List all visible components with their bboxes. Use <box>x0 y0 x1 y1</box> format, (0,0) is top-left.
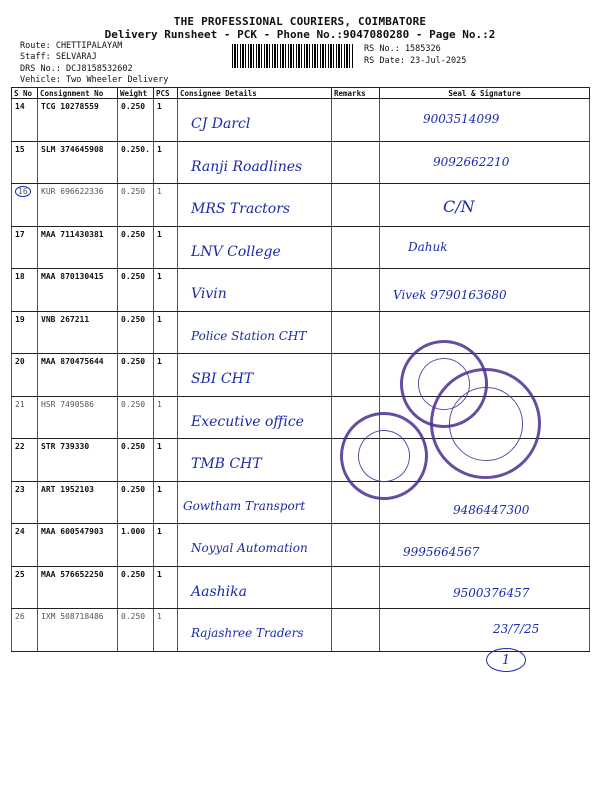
remarks-cell <box>332 184 380 227</box>
weight: 0.250 <box>118 609 154 652</box>
column-header: Seal & Signature <box>380 88 590 99</box>
signature: Dahuk <box>408 239 448 254</box>
consignee-name: MRS Tractors <box>191 201 291 217</box>
serial-number: 18 <box>12 269 38 312</box>
vehicle-label: Vehicle: Two Wheeler Delivery <box>20 75 169 85</box>
weight: 0.250 <box>118 396 154 439</box>
pieces: 1 <box>154 311 178 354</box>
barcode <box>232 44 354 68</box>
consignee-name: Vivin <box>191 286 227 302</box>
serial-number: 14 <box>12 99 38 142</box>
pieces: 1 <box>154 524 178 567</box>
table-row <box>12 524 590 567</box>
remarks-cell <box>332 99 380 142</box>
table-row <box>12 311 590 354</box>
consignee-name: Executive office <box>191 413 304 430</box>
consignment-number: SLM 374645908 <box>38 141 118 184</box>
consignee-name: Ranji Roadlines <box>191 158 303 175</box>
consignee-name: Police Station CHT <box>191 328 307 343</box>
remarks-cell <box>332 311 380 354</box>
signature: 9500376457 <box>453 585 530 600</box>
column-header: Weight <box>118 88 154 99</box>
panchayat-stamp <box>430 368 541 479</box>
pieces: 1 <box>154 439 178 482</box>
serial-number: 20 <box>12 354 38 397</box>
weight: 0.250 <box>118 269 154 312</box>
consignee-name: LNV College <box>191 243 281 260</box>
consignment-number: TCG 10278559 <box>38 99 118 142</box>
table-row <box>12 481 590 524</box>
signature: 9486447300 <box>453 502 530 517</box>
weight: 0.250 <box>118 566 154 609</box>
weight: 0.250 <box>118 311 154 354</box>
weight: 0.250 <box>118 481 154 524</box>
runsheet-table <box>11 87 590 652</box>
pieces: 1 <box>154 184 178 227</box>
column-header: S No <box>12 88 38 99</box>
pieces: 1 <box>154 99 178 142</box>
weight: 0.250 <box>118 354 154 397</box>
consignee-name: TMB CHT <box>191 456 262 472</box>
company-title: THE PROFESSIONAL COURIERS, COIMBATORE <box>173 15 427 28</box>
weight: 1.000 <box>118 524 154 567</box>
consignment-number: HSR 7490586 <box>38 396 118 439</box>
pieces: 1 <box>154 269 178 312</box>
signature: 9003514099 <box>423 112 500 126</box>
runsheet-title: Delivery Runsheet - PCK - Phone No.:9047080280 - Page No.:2 <box>104 28 496 41</box>
remarks-cell <box>332 354 380 397</box>
pieces: 1 <box>154 226 178 269</box>
consignment-number: MAA 711430381 <box>38 226 118 269</box>
consignee-name: Aashika <box>191 583 247 600</box>
column-header: PCS <box>154 88 178 99</box>
consignment-number: VNB 267211 <box>38 311 118 354</box>
weight: 0.250 <box>118 226 154 269</box>
weight: 0.250. <box>118 141 154 184</box>
consignment-number: IXM 508718486 <box>38 609 118 652</box>
rs-number: RS No.: 1585326 <box>364 44 441 54</box>
remarks-cell <box>332 269 380 312</box>
serial-number: 25 <box>12 566 38 609</box>
weight: 0.250 <box>118 439 154 482</box>
rs-date: RS Date: 23-Jul-2025 <box>364 56 467 66</box>
remarks-cell <box>332 141 380 184</box>
pieces: 1 <box>154 481 178 524</box>
drs-number: DRS No.: DCJ8158532602 <box>20 64 133 74</box>
signature-cell <box>380 311 590 354</box>
table-header-row <box>12 88 590 99</box>
consignment-number: MAA 600547903 <box>38 524 118 567</box>
consignment-number: ART 1952103 <box>38 481 118 524</box>
consignment-number: STR 739330 <box>38 439 118 482</box>
consignee-name: Gowtham Transport <box>183 498 306 513</box>
table-row <box>12 184 590 227</box>
table-row <box>12 226 590 269</box>
remarks-cell <box>332 566 380 609</box>
consignee-name: Rajashree Traders <box>191 626 304 640</box>
weight: 0.250 <box>118 184 154 227</box>
remarks-cell <box>332 609 380 652</box>
signature: 9995664567 <box>403 545 480 559</box>
signature: 23/7/25 <box>493 622 540 636</box>
table-row <box>12 566 590 609</box>
table-row <box>12 609 590 652</box>
signature: 9092662210 <box>433 154 510 169</box>
serial-number: 17 <box>12 226 38 269</box>
pieces: 1 <box>154 354 178 397</box>
consignment-number: MAA 870130415 <box>38 269 118 312</box>
signature: Vivek 9790163680 <box>393 288 507 302</box>
column-header: Consignee Details <box>178 88 332 99</box>
staff-label: Staff: SELVARAJ <box>20 52 97 62</box>
circled-count-mark: 1 <box>486 648 526 672</box>
consignment-number: MAA 870475644 <box>38 354 118 397</box>
column-header: Remarks <box>332 88 380 99</box>
serial-number: 21 <box>12 396 38 439</box>
signature: C/N <box>443 197 475 216</box>
serial-number: 19 <box>12 311 38 354</box>
serial-number: 22 <box>12 439 38 482</box>
serial-number: 26 <box>12 609 38 652</box>
consignment-number: MAA 576652250 <box>38 566 118 609</box>
consignee-name: CJ Darcl <box>191 116 251 132</box>
table-row <box>12 141 590 184</box>
remarks-cell <box>332 524 380 567</box>
pieces: 1 <box>154 141 178 184</box>
table-row <box>12 99 590 142</box>
table-row <box>12 269 590 312</box>
consignment-number: KUR 696622336 <box>38 184 118 227</box>
route-label: Route: CHETTIPALAYAM <box>20 41 123 51</box>
pieces: 1 <box>154 609 178 652</box>
pieces: 1 <box>154 566 178 609</box>
consignee-name: Noyyal Automation <box>191 541 308 555</box>
serial-number: 24 <box>12 524 38 567</box>
serial-number <box>12 184 38 227</box>
serial-number: 23 <box>12 481 38 524</box>
consignee-name: SBI CHT <box>191 371 254 387</box>
column-header: Consignment No <box>38 88 118 99</box>
weight: 0.250 <box>118 99 154 142</box>
serial-number: 15 <box>12 141 38 184</box>
remarks-cell <box>332 226 380 269</box>
pieces: 1 <box>154 396 178 439</box>
circled-serial: 16 <box>15 186 31 197</box>
